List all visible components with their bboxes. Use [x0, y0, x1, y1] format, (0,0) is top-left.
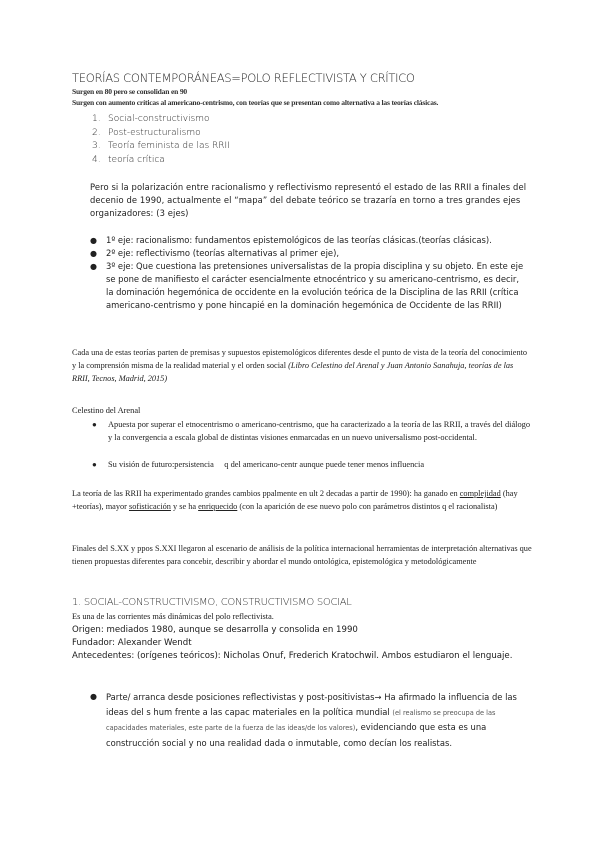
paragraph-premisas: Cada una de estas teorías parten de premisas y supuestos epistemológicos diferentes desde el punto de vista de la teoría del conocimiento y la comprensión misma de la realidad material y el orden social (Libro Celestino del Arenal y Juan Antonio Sanahuja, teorías de las RRII, Tecnos, Madrid, 2015): [72, 348, 528, 383]
side-note: (el realismo se preocupa de las capacidades materiales, este parte de la fuerza de las ideas/de los valores): [106, 708, 496, 732]
founder-line: Fundador: Alexander Wendt: [72, 638, 192, 648]
citation: (Libro Celestino del Arenal y Juan Antonio Sanahuja, teorías de las RRII, Tecnos, Madrid, 2015): [72, 360, 514, 383]
bullet-icon: ●: [90, 692, 97, 701]
bullet-icon: ●: [90, 262, 97, 271]
keyword-enriquecido: enriquecido: [198, 501, 238, 511]
origin-line: Origen: mediados 1980, aunque se desarrolla y consolida en 1990: [72, 625, 358, 635]
keyword-sofisticacion: sofisticación: [128, 501, 171, 511]
bullet-icon: ●: [90, 249, 97, 258]
document-page: TEORÍAS CONTEMPORÁNEAS=POLO REFLECTIVISTA Y CRÍTICO Surgen en 80 pero se consolidan en 90 Surgen con aumento críticas al americano-centrismo, con teorías que se presentan como alternativa a las teorías clásicas. 1. Social-constructivismo 2. Post-estructuralismo 3. Teoría feminista de las RRII 4. teoría crítica Pero si la polarización entre racionalismo y reflectivismo representó el estado de las RRII a finales del decenio de 1990, actualmente el “mapa” del debate teórico se trazaría en torno a tres grandes ejes organizadores: (3 ejes) ● 1º eje: racionalismo: fundamentos epistemológicos de las teorías clásicas.(teorías clásicas). ● 2º eje: reflectivismo (teorías alternativas al primer eje), ● 3º eje: Que cuestiona las pretensiones universalistas de la propia disciplina y su objeto. En este eje se pone de manifiesto el carácter esencialmente etnocéntrico y su americano-centrismo, es decir, la dominación hegemónica de occidente en la evolución teórica de la Disciplina de las RRII (crítica americano-centrismo y pone hincapié en la dominación hegemónica de Occidente de las RRII) Cada una de estas teorías parten de premisas y supuestos epistemológicos diferentes desde el punto de vista de la teoría del conocimiento y la comprensión misma de la realidad material y el orden social (Libro Celestino del Arenal y Juan Antonio Sanahuja, teorías de las RRII, Tecnos, Madrid, 2015) Celestino del Arenal ● Apuesta por superar el etnocentrismo o americano-centrismo, que ha caracterizado a la teoría de las RRII, a través del diálogo y la convergencia a escala global de distintas visiones enmarcadas en un nuevo universalismo post-occidental. ● Su visión de futuro:persistencia q del americano-centr aunque puede tener menos influencia La teoría de las RRII ha experimentado grandes cambios ppalmente en ult 2 decadas a partir de 1990): ha ganado en complejidad (hay +teorías), mayor sofisticación y se ha enriquecido (con la aparición de ese nuevo polo con parámetros distintos q el racionalista) Finales del S.XX y ppos S.XXI llegaron al escenario de análisis de la política internacional herramientas de interpretación alternativas que tienen propuestas diferentes para concebir, describir y abordar el mundo ontológica, epistemológica y metodológicamente 1. SOCIAL-CONSTRUCTIVISMO, CONSTRUCTIVISMO SOCIAL Es una de las corrientes más dinámicas del polo reflectivista. Origen: mediados 1980, aunque se desarrolla y consolida en 1990 Fundador: Alexander Wendt Antecedentes: (orígenes teóricos): Nicholas Onuf, Frederich Kratochwil. Ambos estudiaron el lenguaje. ● Parte/ arranca desde posiciones reflectivistas y post-positivistas→ Ha afirmado la influencia de las ideas del s hum frente a las capac materiales en la política mundial (el realismo se preocupa de las capacidades materiales, este parte de la fuerza de las ideas/de los valores), evidenciando que esta es una construcción social y no una realidad dada o inmutable, como decían los realistas.: [0, 0, 600, 848]
section-label: Celestino del Arenal: [72, 406, 141, 415]
paragraph-cambios: La teoría de las RRII ha experimentado grandes cambios ppalmente en ult 2 decadas a partir de 1990): ha ganado en complejidad (hay +teorías), mayor sofisticación y se ha enriquecido (con la aparición de ese nuevo polo con parámetros distintos q el racionalista): [72, 489, 518, 511]
theories-list: [92, 113, 230, 167]
bullet-icon: ●: [92, 420, 97, 429]
list-item: 2. Post-estructuralismo: [92, 127, 201, 138]
section-heading: 1. SOCIAL-CONSTRUCTIVISMO, CONSTRUCTIVISMO SOCIAL: [72, 597, 352, 608]
list-item: 1. Social-constructivismo: [92, 114, 210, 124]
subtitle-line-2: Surgen con aumento críticas al americano-centrismo, con teorías que se presentan como alternativa a las teorías clásicas.: [72, 98, 439, 107]
section-subtitle: Es una de las corrientes más dinámicas del polo reflectivista.: [72, 612, 274, 621]
paragraph-polarizacion: Pero si la polarización entre racionalismo y reflectivismo representó el estado de las RRII a finales del decenio de 1990, actualmente el “mapa” del debate teórico se trazaría en torno a tres grandes ejes organizadores: (3 ejes): [90, 182, 527, 218]
subtitle-line-1: Surgen en 80 pero se consolidan en 90: [72, 87, 188, 96]
bullet-icon: ●: [92, 460, 97, 469]
antecedents-line: Antecedentes: (orígenes teóricos): Nicholas Onuf, Frederich Kratochwil. Ambos estudiaron el lenguaje.: [72, 651, 513, 661]
page-title: TEORÍAS CONTEMPORÁNEAS=POLO REFLECTIVISTA Y CRÍTICO: [72, 71, 415, 85]
paragraph-finales: Finales del S.XX y ppos S.XXI llegaron al escenario de análisis de la política internacional herramientas de interpretación alternativas que tienen propuestas diferentes para concebir, describir y abordar el mundo ontológica, epistemológica y metodológicamente: [72, 544, 532, 566]
list-item: 3. Teoría feminista de las RRII: [92, 141, 230, 151]
bullet-icon: ●: [90, 236, 97, 245]
keyword-complejidad: complejidad: [459, 489, 501, 498]
list-item: 4. teoría crítica: [92, 154, 165, 165]
